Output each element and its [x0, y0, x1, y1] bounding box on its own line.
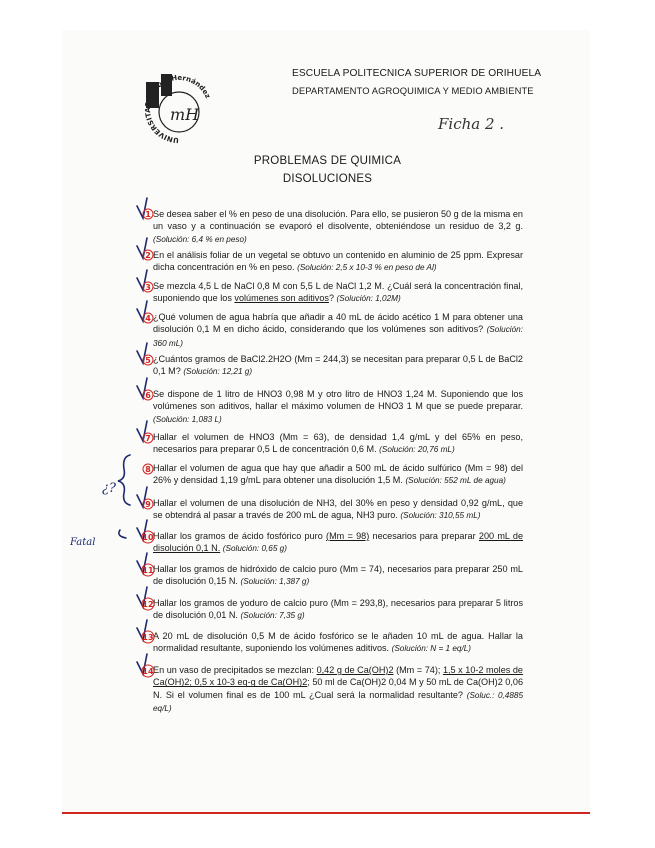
margin-number: 12	[142, 600, 154, 609]
problem-item: Hallar los gramos de ácido fosfórico puro (Mm = 98) necesarios para preparar 200 mL de disolución 0,1 N. (Solución: 0,65 g)	[153, 531, 524, 554]
problem-solution: (Solución: 12,21 g)	[183, 367, 253, 377]
problem-item: Hallar el volumen de agua que hay que añadir a 500 mL de ácido sulfúrico (Mm = 98) del 26% y densidad 1,19 g/mL para obtener una disolución 1,5 M. (Solución: 552 mL de agua)	[153, 463, 523, 486]
margin-number: 6	[145, 391, 151, 400]
margin-number: 11	[142, 566, 154, 575]
problem-solution: (Solución: 1,083 L)	[153, 414, 222, 424]
page-subtitle: DISOLUCIONES	[282, 173, 373, 185]
margin-number: 7	[145, 434, 151, 443]
problem-item: A 20 mL de disolución 0,5 M de ácido fosfórico se le añaden 10 mL de agua. Hallar la normalidad resultante, suponiendo los volúmenes aditivos. (Solución: N = 1 eq/L)	[153, 631, 523, 654]
problem-item: Se mezcla 4,5 L de NaCl 0,8 M con 5,5 L de NaCl 1,2 M. ¿Cuál será la concentración final, suponiendo que los volúmenes son aditivos? (Solución: 1,02M)	[153, 281, 523, 304]
problem-item: Se desea saber el % en peso de una disolución. Para ello, se pusieron 50 g de la misma en un vaso y a continuación se evaporó el disolvente, obteniéndose un residuo de 3,2 g. (Solución: 6,4 % en peso)	[153, 209, 523, 244]
margin-note-question: ¿?	[102, 481, 116, 496]
problem-item: ¿Qué volumen de agua habría que añadir a 40 mL de ácido acético 1 M para obtener una disolución 0,1 M en dicho ácido, considerando que los volúmenes son aditivos? (Solución: 360 mL)	[153, 312, 523, 348]
problem-solution: (Solución: 0,65 g)	[222, 544, 287, 554]
problem-solution: (Solución: 7,35 g)	[240, 611, 305, 621]
problem-solution: (Solución: N = 1 eq/L)	[391, 644, 472, 654]
margin-number: 14	[142, 667, 154, 676]
problem-solution: (Solución: 20,76 mL)	[379, 445, 455, 455]
problem-solution: (Solución: 1,02M)	[336, 294, 401, 304]
problem-solution: (Solución: 552 mL de agua)	[405, 476, 506, 486]
logo-monogram: mH	[170, 105, 200, 124]
problem-solution: (Solución: 1,387 g)	[240, 577, 310, 587]
problem-solution: (Solución: 360 mL)	[153, 325, 523, 348]
handwritten-ficha-note: Ficha 2 .	[438, 115, 505, 133]
problem-item: Hallar los gramos de yoduro de calcio puro (Mm = 293,8), necesarios para preparar 5 litros de disolución 0,01 N. (Solución: 7,35 g)	[153, 598, 523, 621]
margin-number: 13	[142, 633, 154, 642]
margin-number: 1	[145, 210, 151, 219]
problem-item: En un vaso de precipitados se mezclan: 0,42 g de Ca(OH)2 (Mm = 74); 1,5 x 10-2 moles de Ca(OH)2; 0,5 x 10-3 eq-g de Ca(OH)2; 50 ml de Ca(OH)2 0,04 M y 50 mL de Ca(OH)2 0,06 N. Si el volumen final es de 100 mL ¿Cual será la normalidad resultante? (Soluc.: 0,4885 eq/L)	[153, 665, 523, 714]
margin-number: 2	[145, 251, 151, 260]
problem-item: Se dispone de 1 litro de HNO3 0,98 M y otro litro de HNO3 1,24 M. Suponiendo que los volúmenes son aditivos, hallar el máximo volumen de HNO3 1 M que se puede preparar. (Solución: 1,083 L)	[153, 389, 523, 424]
problem-item: Hallar los gramos de hidróxido de calcio puro (Mm = 74), necesarios para preparar 250 mL de disolución 0,15 N. (Solución: 1,387 g)	[153, 564, 523, 587]
margin-number: 5	[145, 356, 151, 365]
margin-number: 4	[145, 314, 151, 323]
problem-item: En el análisis foliar de un vegetal se obtuvo un contenido en aluminio de 25 ppm. Expresar dicha concentración en % en peso. (Solución: 2,5 x 10-3 % en peso de Al)	[153, 250, 523, 273]
institution-name: ESCUELA POLITECNICA SUPERIOR DE ORIHUELA	[292, 68, 542, 79]
problem-solution: (Soluc.: 0,4885 eq/L)	[153, 690, 523, 714]
page-title: PROBLEMAS DE QUIMICA	[253, 155, 402, 167]
problem-item: Hallar el volumen de una disolución de NH3, del 30% en peso y densidad 0,92 g/mL, que se obtendrá al pasar a través de 200 mL de agua, NH3 puro. (Solución: 310,55 mL)	[153, 498, 523, 521]
margin-number: 8	[145, 465, 151, 474]
problem-solution: (Solución: 6,4 % en peso)	[153, 234, 247, 244]
margin-note-fatal: Fatal	[70, 537, 96, 548]
margin-number: 3	[145, 283, 151, 292]
problem-item: ¿Cuántos gramos de BaCl2.2H2O (Mm = 244,3) se necesitan para preparar 0,5 L de BaCl2 0,1 M? (Solución: 12,21 g)	[153, 354, 523, 377]
university-logo	[142, 72, 217, 147]
logo-ring-text: UNIVERSITAS Miguel Hernández	[143, 73, 212, 145]
margin-number: 10	[142, 533, 154, 542]
problem-item: Hallar el volumen de HNO3 (Mm = 63), de densidad 1,4 g/mL y del 65% en peso, necesarios para preparar 0,5 L de concentración 0,6 M. (Solución: 20,76 mL)	[153, 432, 523, 455]
margin-number: 9	[145, 500, 151, 509]
problem-solution: (Solución: 310,55 mL)	[400, 511, 481, 521]
problem-solution: (Solución: 2,5 x 10-3 % en peso de Al)	[297, 263, 437, 273]
department-name: DEPARTAMENTO AGROQUIMICA Y MEDIO AMBIENTE	[292, 85, 534, 96]
